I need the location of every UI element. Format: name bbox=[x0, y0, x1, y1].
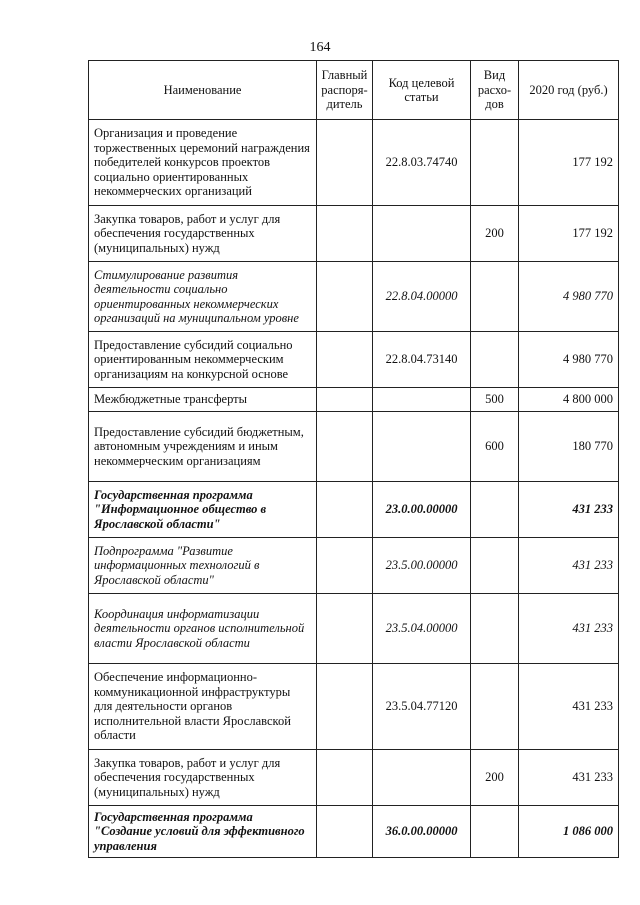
cell-target-code: 23.0.00.00000 bbox=[373, 482, 471, 538]
page-number: 164 bbox=[309, 40, 331, 55]
table-row bbox=[89, 806, 619, 858]
cell-amount: 180 770 bbox=[519, 412, 619, 482]
cell-expense-type bbox=[471, 594, 519, 664]
cell-target-code: 36.0.00.00000 bbox=[373, 806, 471, 858]
table-row bbox=[89, 412, 619, 482]
cell-amount: 431 233 bbox=[519, 750, 619, 806]
cell-target-code bbox=[373, 206, 471, 262]
cell-expense-type: 200 bbox=[471, 206, 519, 262]
cell-expense-type: 600 bbox=[471, 412, 519, 482]
table-row bbox=[89, 332, 619, 388]
cell-target-code: 23.5.04.00000 bbox=[373, 594, 471, 664]
cell-name: Государственная программа "Информационное общество в Ярославской области" bbox=[89, 482, 317, 538]
cell-amount: 4 980 770 bbox=[519, 332, 619, 388]
cell-expense-type bbox=[471, 538, 519, 594]
cell-amount: 4 980 770 bbox=[519, 262, 619, 332]
cell-expense-type bbox=[471, 332, 519, 388]
cell-name: Закупка товаров, работ и услуг для обеспечения государственных (муниципальных) нужд bbox=[89, 750, 317, 806]
table-header bbox=[89, 61, 619, 120]
table-row bbox=[89, 538, 619, 594]
table-row bbox=[89, 664, 619, 750]
cell-expense-type bbox=[471, 664, 519, 750]
cell-expense-type: 500 bbox=[471, 388, 519, 412]
header-target-code: Код целевой статьи bbox=[373, 61, 471, 120]
budget-table bbox=[88, 60, 619, 858]
table-row bbox=[89, 750, 619, 806]
cell-name: Государственная программа "Создание условий для эффективного управления bbox=[89, 806, 317, 858]
cell-name: Координация информатизации деятельности органов исполнительной власти Ярославской области bbox=[89, 594, 317, 664]
cell-expense-type bbox=[471, 482, 519, 538]
cell-target-code: 23.5.04.77120 bbox=[373, 664, 471, 750]
cell-expense-type bbox=[471, 806, 519, 858]
table-row bbox=[89, 262, 619, 332]
cell-chief-administrator bbox=[317, 262, 373, 332]
header-year-amount: 2020 год (руб.) bbox=[519, 61, 619, 120]
cell-chief-administrator bbox=[317, 538, 373, 594]
cell-target-code: 22.8.03.74740 bbox=[373, 120, 471, 206]
cell-name: Закупка товаров, работ и услуг для обеспечения государственных (муниципальных) нужд bbox=[89, 206, 317, 262]
cell-chief-administrator bbox=[317, 750, 373, 806]
table-row bbox=[89, 482, 619, 538]
cell-name: Обеспечение информационно-коммуникационной инфраструктуры для деятельности органов исполнительной власти Ярославской области bbox=[89, 664, 317, 750]
cell-amount: 4 800 000 bbox=[519, 388, 619, 412]
table-body bbox=[89, 120, 619, 858]
table-row bbox=[89, 120, 619, 206]
cell-expense-type: 200 bbox=[471, 750, 519, 806]
cell-target-code: 23.5.00.00000 bbox=[373, 538, 471, 594]
cell-chief-administrator bbox=[317, 594, 373, 664]
cell-target-code bbox=[373, 388, 471, 412]
cell-amount: 431 233 bbox=[519, 482, 619, 538]
cell-chief-administrator bbox=[317, 482, 373, 538]
cell-name: Межбюджетные трансферты bbox=[89, 388, 317, 412]
cell-amount: 177 192 bbox=[519, 120, 619, 206]
header-row bbox=[89, 61, 619, 120]
cell-chief-administrator bbox=[317, 412, 373, 482]
table-row bbox=[89, 594, 619, 664]
cell-expense-type bbox=[471, 120, 519, 206]
cell-chief-administrator bbox=[317, 206, 373, 262]
cell-chief-administrator bbox=[317, 664, 373, 750]
cell-name: Организация и проведение торжественных церемоний награждения победителей конкурсов проектов социально ориентированных некоммерческих организаций bbox=[89, 120, 317, 206]
cell-chief-administrator bbox=[317, 332, 373, 388]
cell-name: Стимулирование развития деятельности социально ориентированных некоммерческих организаций на муниципальном уровне bbox=[89, 262, 317, 332]
cell-target-code bbox=[373, 750, 471, 806]
header-chief-administrator: Главный распоря-дитель bbox=[317, 61, 373, 120]
cell-name: Предоставление субсидий бюджетным, автономным учреждениям и иным некоммерческим организациям bbox=[89, 412, 317, 482]
header-expense-type: Вид расхо-дов bbox=[471, 61, 519, 120]
cell-target-code: 22.8.04.73140 bbox=[373, 332, 471, 388]
cell-amount: 431 233 bbox=[519, 538, 619, 594]
cell-chief-administrator bbox=[317, 806, 373, 858]
cell-expense-type bbox=[471, 262, 519, 332]
cell-chief-administrator bbox=[317, 120, 373, 206]
cell-name: Предоставление субсидий социально ориентированным некоммерческим организациям на конкурсной основе bbox=[89, 332, 317, 388]
cell-amount: 431 233 bbox=[519, 594, 619, 664]
cell-amount: 177 192 bbox=[519, 206, 619, 262]
cell-name: Подпрограмма "Развитие информационных технологий в Ярославской области" bbox=[89, 538, 317, 594]
cell-target-code bbox=[373, 412, 471, 482]
cell-amount: 431 233 bbox=[519, 664, 619, 750]
cell-chief-administrator bbox=[317, 388, 373, 412]
table-row bbox=[89, 388, 619, 412]
table-row bbox=[89, 206, 619, 262]
cell-amount: 1 086 000 bbox=[519, 806, 619, 858]
cell-target-code: 22.8.04.00000 bbox=[373, 262, 471, 332]
header-name: Наименование bbox=[89, 61, 317, 120]
